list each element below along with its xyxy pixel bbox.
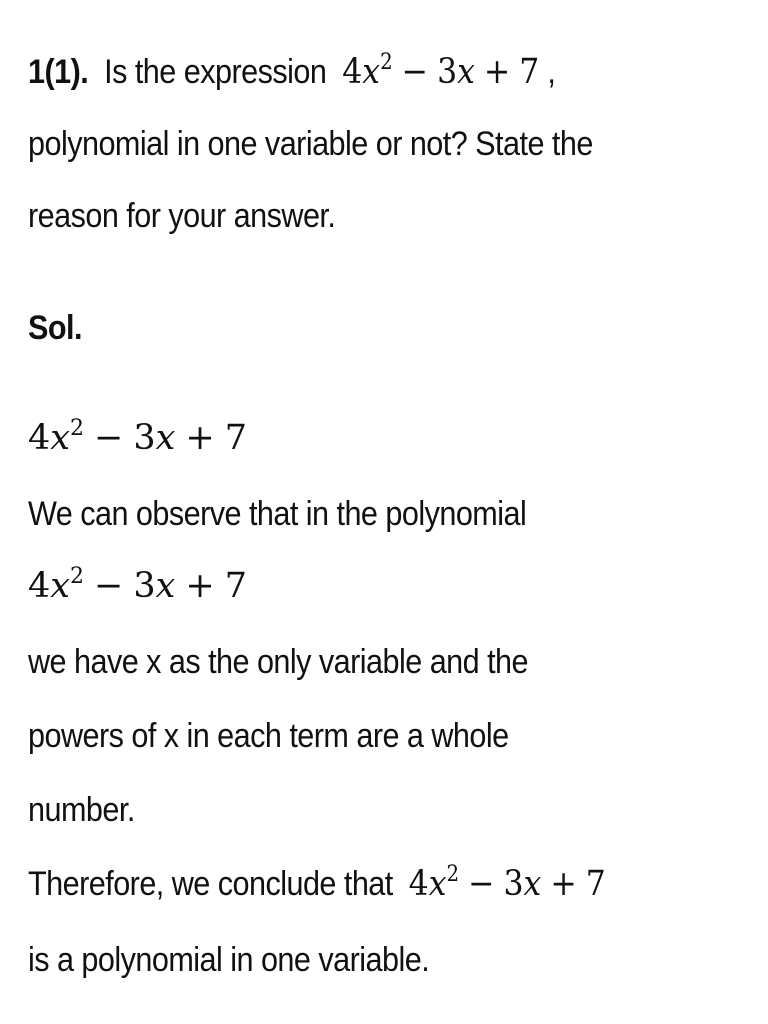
conclusion-expression [409, 864, 606, 904]
explain-line-1: we have x as the only variable and the [28, 643, 529, 681]
expr-coef: 4 [342, 52, 363, 92]
expr-coef2: 3 [133, 418, 156, 458]
expr-coef: 4 [408, 864, 429, 904]
expr-var2: x [155, 418, 176, 458]
expr-exp: 2 [70, 564, 85, 589]
question-lead-text: Is the expression [104, 53, 327, 91]
expr-var2: x [457, 52, 475, 92]
observe-text: We can observe that in the polynomial [28, 495, 527, 533]
expr-plus: + [550, 864, 577, 904]
conclusion-line-2: is a polynomial in one variable. [28, 941, 430, 979]
solution-heading: Sol. [28, 309, 82, 347]
expr-exp: 2 [70, 416, 85, 441]
expr-const: 7 [585, 864, 606, 904]
solution-expression-1 [28, 418, 247, 458]
expr-plus: + [483, 52, 511, 92]
expr-var2: x [523, 864, 542, 904]
expr-minus: − [94, 566, 124, 606]
expr-const: 7 [519, 52, 540, 92]
expr-coef2: 3 [133, 566, 156, 606]
expr-var: x [50, 566, 71, 606]
expr-minus: − [94, 418, 124, 458]
conclusion-lead: Therefore, we conclude that [28, 865, 393, 903]
expr-exp: 2 [446, 862, 460, 887]
question-expression [342, 52, 539, 92]
expr-coef: 4 [28, 566, 51, 606]
expr-plus: + [185, 566, 215, 606]
expr-const: 7 [224, 566, 247, 606]
question-line-2: polynomial in one variable or not? State the [28, 125, 593, 163]
expr-plus: + [185, 418, 215, 458]
expr-var: x [428, 864, 447, 904]
solution-expression-2 [28, 566, 247, 606]
expr-coef2: 3 [437, 52, 458, 92]
expr-const: 7 [224, 418, 247, 458]
expr-var2: x [155, 566, 176, 606]
conclusion-line-1 [28, 864, 606, 904]
question-line-1 [28, 52, 555, 92]
question-number: 1(1). [28, 53, 89, 91]
expr-coef: 4 [28, 418, 51, 458]
expr-coef2: 3 [503, 864, 524, 904]
explain-line-2: powers of x in each term are a whole [28, 717, 509, 755]
explain-line-3: number. [28, 791, 135, 829]
question-line-3: reason for your answer. [28, 197, 336, 235]
expr-minus: − [401, 52, 429, 92]
question-comma: , [547, 53, 556, 91]
expr-exp: 2 [380, 50, 393, 75]
expr-var: x [50, 418, 71, 458]
expr-var: x [362, 52, 381, 92]
expr-minus: − [468, 864, 495, 904]
